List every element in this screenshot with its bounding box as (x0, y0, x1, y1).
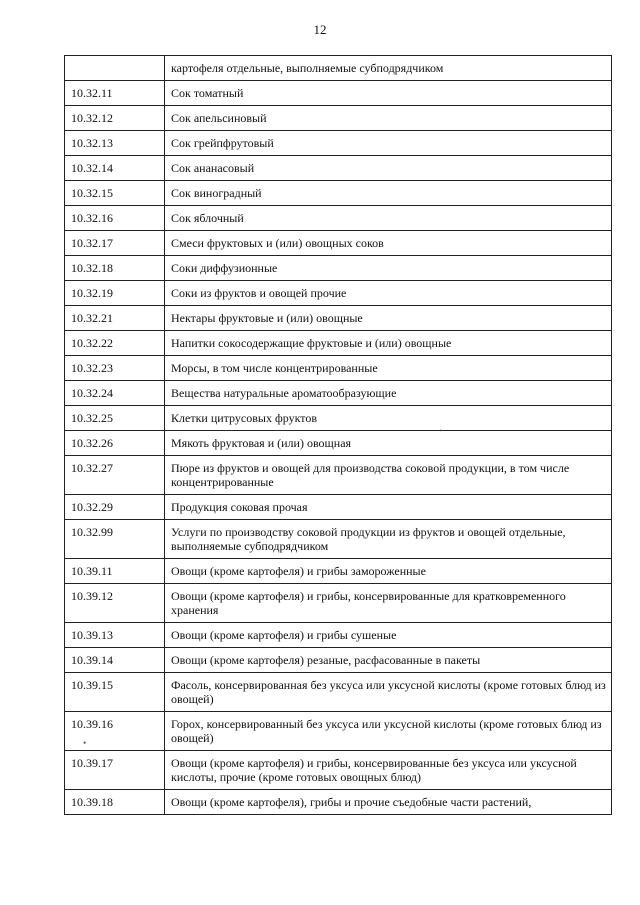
classifier-table-body (65, 56, 612, 815)
product-name-cell: Нектары фруктовые и (или) овощные (165, 306, 612, 331)
table-row (65, 520, 612, 559)
table-row (65, 559, 612, 584)
product-name-cell: Овощи (кроме картофеля) и грибы замороженные (165, 559, 612, 584)
product-name-cell: Овощи (кроме картофеля) и грибы сушеные (165, 623, 612, 648)
product-name-cell: Мякоть фруктовая и (или) овощная (165, 431, 612, 456)
table-row (65, 306, 612, 331)
table-row (65, 381, 612, 406)
product-code-cell: 10.32.23 (65, 356, 165, 381)
product-code-cell: 10.32.21 (65, 306, 165, 331)
table-row (65, 256, 612, 281)
product-code-cell: 10.32.19 (65, 281, 165, 306)
product-code-cell: 10.39.14 (65, 648, 165, 673)
table-row (65, 206, 612, 231)
product-code-cell: 10.32.18 (65, 256, 165, 281)
product-name-cell: Горох, консервированный без уксуса или уксусной кислоты (кроме готовых блюд из овощей) (165, 712, 612, 751)
table-row (65, 456, 612, 495)
table-row (65, 181, 612, 206)
product-code-cell: 10.32.11 (65, 81, 165, 106)
table-row (65, 790, 612, 815)
table-row (65, 406, 612, 431)
product-name-cell: Сок грейпфрутовый (165, 131, 612, 156)
product-code-cell: 10.32.26 (65, 431, 165, 456)
product-code-cell: 10.39.17 (65, 751, 165, 790)
scan-speck: • (83, 738, 87, 748)
page-number: 12 (313, 22, 327, 37)
product-name-cell: Клетки цитрусовых фруктов (165, 406, 612, 431)
product-code-cell: 10.32.14 (65, 156, 165, 181)
product-name-cell: Продукция соковая прочая (165, 495, 612, 520)
product-name-cell: Сок томатный (165, 81, 612, 106)
product-name-cell: Овощи (кроме картофеля) и грибы, консервированные для кратковременного хранения (165, 584, 612, 623)
product-name-cell: Напитки сокосодержащие фруктовые и (или) овощные (165, 331, 612, 356)
product-code-cell: 10.32.15 (65, 181, 165, 206)
product-code-cell (65, 56, 165, 81)
product-code-cell: 10.32.99 (65, 520, 165, 559)
table-row (65, 495, 612, 520)
table-row (65, 751, 612, 790)
table-row (65, 281, 612, 306)
table-row (65, 623, 612, 648)
table-row (65, 673, 612, 712)
product-code-cell: 10.32.12 (65, 106, 165, 131)
product-name-cell: Овощи (кроме картофеля) резаные, расфасованные в пакеты (165, 648, 612, 673)
scan-speck: ' (440, 428, 442, 437)
table-row (65, 156, 612, 181)
table-row (65, 331, 612, 356)
product-code-cell: 10.39.18 (65, 790, 165, 815)
table-row (65, 431, 612, 456)
table-row (65, 231, 612, 256)
product-code-cell: 10.32.25 (65, 406, 165, 431)
table-row (65, 356, 612, 381)
product-code-cell: 10.32.16 (65, 206, 165, 231)
product-name-cell: Овощи (кроме картофеля) и грибы, консервированные без уксуса или уксусной кислоты, прочие (кроме готовых овощных блюд) (165, 751, 612, 790)
table-row (65, 81, 612, 106)
product-name-cell: Сок яблочный (165, 206, 612, 231)
table-row (65, 131, 612, 156)
table-row (65, 56, 612, 81)
product-name-cell: Сок ананасовый (165, 156, 612, 181)
product-name-cell: Услуги по производству соковой продукции из фруктов и овощей отдельные, выполняемые субподрядчиком (165, 520, 612, 559)
product-code-cell: 10.39.13 (65, 623, 165, 648)
product-code-cell: 10.32.27 (65, 456, 165, 495)
product-name-cell: Вещества натуральные ароматообразующие (165, 381, 612, 406)
table-row (65, 648, 612, 673)
table-row (65, 106, 612, 131)
product-name-cell: Сок виноградный (165, 181, 612, 206)
product-name-cell: Морсы, в том числе концентрированные (165, 356, 612, 381)
product-name-cell: Овощи (кроме картофеля), грибы и прочие съедобные части растений, (165, 790, 612, 815)
product-name-cell: картофеля отдельные, выполняемые субподрядчиком (165, 56, 612, 81)
table-row (65, 584, 612, 623)
product-code-cell: 10.39.16 (65, 712, 165, 751)
table-row (65, 712, 612, 751)
product-name-cell: Пюре из фруктов и овощей для производства соковой продукции, в том числе концентрированные (165, 456, 612, 495)
product-name-cell: Фасоль, консервированная без уксуса или уксусной кислоты (кроме готовых блюд из овощей) (165, 673, 612, 712)
product-code-cell: 10.32.17 (65, 231, 165, 256)
product-code-cell: 10.39.12 (65, 584, 165, 623)
product-code-cell: 10.32.22 (65, 331, 165, 356)
product-code-cell: 10.32.13 (65, 131, 165, 156)
product-code-cell: 10.39.15 (65, 673, 165, 712)
product-name-cell: Соки из фруктов и овощей прочие (165, 281, 612, 306)
product-code-cell: 10.32.29 (65, 495, 165, 520)
product-name-cell: Смеси фруктовых и (или) овощных соков (165, 231, 612, 256)
classifier-table (64, 55, 612, 815)
product-name-cell: Соки диффузионные (165, 256, 612, 281)
product-code-cell: 10.32.24 (65, 381, 165, 406)
product-name-cell: Сок апельсиновый (165, 106, 612, 131)
product-code-cell: 10.39.11 (65, 559, 165, 584)
